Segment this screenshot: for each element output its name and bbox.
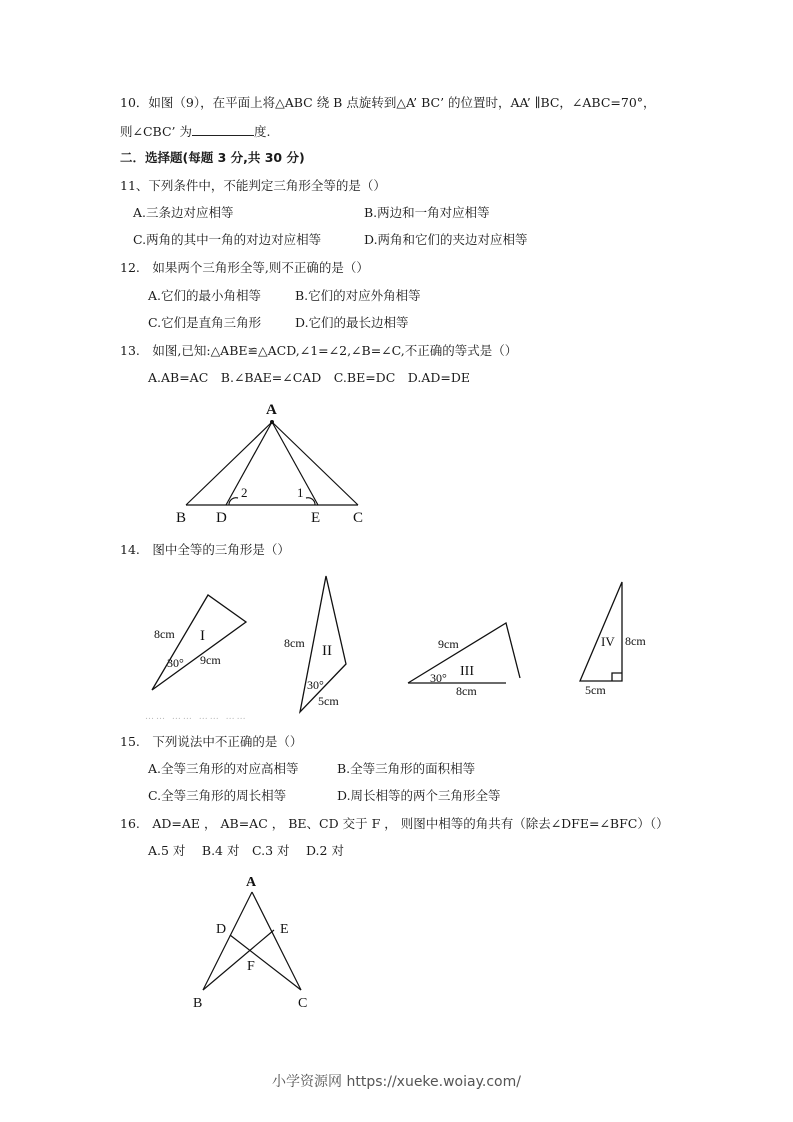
q13-label-E: E — [311, 510, 321, 526]
q13-stem: 13. 如图,已知:△ABE≌△ACD,∠1=∠2,∠B=∠C,不正确的等式是（） — [120, 343, 518, 358]
q16-label-E: E — [280, 922, 289, 937]
t3-numeral: III — [460, 664, 474, 679]
t1-side-9cm: 9cm — [200, 653, 221, 667]
q12-option-d: D.它们的最长边相等 — [295, 315, 409, 330]
t1-numeral: I — [200, 628, 205, 644]
q13-label-C: C — [353, 510, 364, 526]
footer-watermark: 小学资源网 https://xueke.woiay.com/ — [272, 1074, 521, 1090]
t2-side-8cm: 8cm — [284, 636, 305, 650]
t3-side-9cm: 9cm — [438, 637, 459, 651]
q11-option-a: A.三条边对应相等 — [133, 205, 234, 220]
q13-label-D: D — [216, 510, 227, 526]
q13-label-A: A — [266, 402, 277, 418]
q11-option-c: C.两角的其中一角的对边对应相等 — [133, 232, 322, 247]
q12-option-b: B.它们的对应外角相等 — [295, 288, 421, 303]
q16-label-F: F — [247, 959, 255, 974]
q13-options: A.AB=AC B.∠BAE=∠CAD C.BE=DC D.AD=DE — [148, 370, 470, 385]
q10-text-after: 度. — [253, 124, 271, 139]
q15-option-a: A.全等三角形的对应高相等 — [148, 761, 299, 776]
t1-side-8cm: 8cm — [154, 627, 175, 641]
t2-side-5cm: 5cm — [318, 694, 339, 708]
q15-option-b: B.全等三角形的面积相等 — [337, 761, 476, 776]
q14-stem: 14. 图中全等的三角形是（） — [120, 542, 290, 557]
q16-label-A: A — [246, 875, 257, 890]
q11-option-d: D.两角和它们的夹边对应相等 — [364, 232, 528, 247]
t2-angle: 30° — [307, 678, 324, 692]
t2-numeral: II — [322, 643, 332, 659]
t1-angle: 30° — [167, 656, 184, 670]
q13-angle-1-label: 1 — [297, 485, 304, 500]
section-title: 二．选择题(每题 3 分,共 30 分) — [120, 150, 305, 165]
q10-text-before: 则∠CBC’ 为 — [120, 124, 192, 139]
q12-stem: 12. 如果两个三角形全等,则不正确的是（） — [120, 260, 369, 275]
q15-option-c: C.全等三角形的周长相等 — [148, 788, 287, 803]
q16-label-D: D — [216, 922, 227, 937]
t4-side-5cm: 5cm — [585, 683, 606, 697]
q13-label-B: B — [176, 510, 187, 526]
t4-side-8cm: 8cm — [625, 634, 646, 648]
t3-side-8cm: 8cm — [456, 684, 477, 698]
q16-label-B: B — [193, 996, 203, 1011]
q10-line1: 10．如图（9），在平面上将△ABC 绕 B 点旋转到△A’ BC’ 的位置时，AA’ ∥BC，∠ABC=70°， — [120, 95, 656, 110]
q15-option-d: D.周长相等的两个三角形全等 — [337, 788, 501, 803]
q12-option-c: C.它们是直角三角形 — [148, 315, 262, 330]
q16-stem: 16. AD=AE ， AB=AC ， BE、CD 交于 F ， 则图中相等的角共有（除去∠DFE=∠BFC）（） — [120, 816, 669, 831]
q14-options-cut-off: …… …… …… …… — [145, 712, 248, 720]
q11-stem: 11、下列条件中，不能判定三角形全等的是（） — [120, 178, 386, 193]
q15-stem: 15. 下列说法中不正确的是（） — [120, 734, 303, 749]
q12-option-a: A.它们的最小角相等 — [148, 288, 262, 303]
q16-options: A.5 对 B.4 对 C.3 对 D.2 对 — [148, 843, 344, 858]
t4-numeral: IV — [601, 634, 615, 649]
t3-angle: 30° — [430, 671, 447, 685]
q13-angle-2-label: 2 — [241, 485, 248, 500]
q11-option-b: B.两边和一角对应相等 — [364, 205, 490, 220]
q16-label-C: C — [298, 996, 308, 1011]
